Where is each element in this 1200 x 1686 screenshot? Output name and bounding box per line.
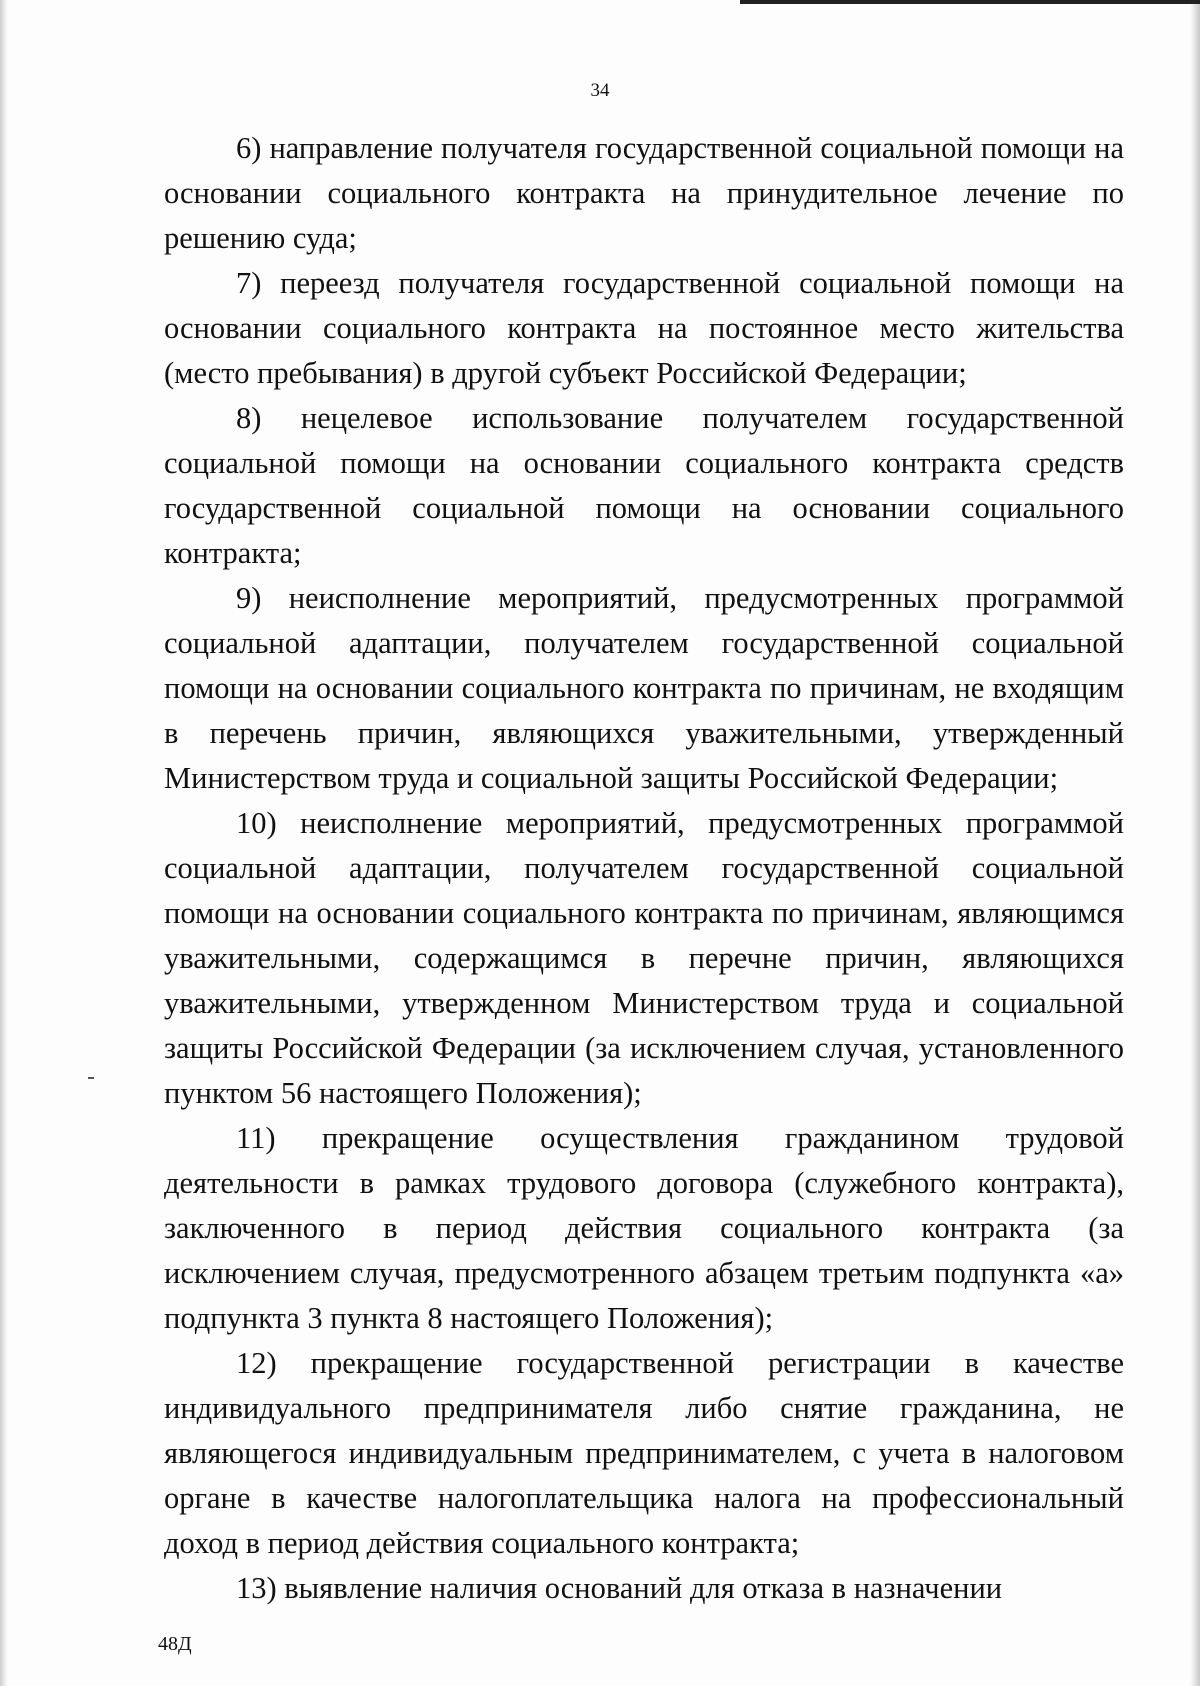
list-item-9: 9) неисполнение мероприятий, предусмотренных программой социальной адаптации, получателем государственной социальной помощи на основании социального контракта по причинам, не входящим в перечень причин, являющихся уважительными, утвержденный Министерством труда и социальной защиты Российской Федерации; <box>164 581 1124 795</box>
list-item-7: 7) переезд получателя государственной социальной помощи на основании социального контракта на постоянное место жительства (место пребывания) в другой субъект Российской Федерации; <box>164 266 1124 390</box>
list-item-6: 6) направление получателя государственной социальной помощи на основании социального контракта на принудительное лечение по решению суда; <box>164 131 1124 255</box>
list-item-8: 8) нецелевое использование получателем государственной социальной помощи на основании социального контракта средств государственной социальной помощи на основании социального контракта; <box>164 401 1124 570</box>
document-body <box>164 126 1124 1611</box>
page-number: 34 <box>590 80 610 101</box>
list-item-11: 11) прекращение осуществления гражданином трудовой деятельности в рамках трудового договора (служебного контракта), заключенного в период действия социального контракта (за исключением случая, предусмотренного абзацем третьим подпункта «а» подпункта 3 пункта 8 настоящего Положения); <box>164 1121 1124 1335</box>
scan-left-edge <box>0 0 8 1686</box>
scan-speck <box>88 1077 94 1079</box>
list-item-13: 13) выявление наличия оснований для отказа в назначении <box>236 1571 1003 1605</box>
scan-top-border-line <box>740 0 1200 4</box>
list-item-12: 12) прекращение государственной регистрации в качестве индивидуального предпринимателя либо снятие гражданина, не являющегося индивидуальным предпринимателем, с учета в налоговом органе в качестве налогоплательщика налога на профессиональный доход в период действия социального контракта; <box>164 1346 1124 1560</box>
footer-document-code: 48Д <box>158 1633 192 1655</box>
list-item-10: 10) неисполнение мероприятий, предусмотренных программой социальной адаптации, получателем государственной социальной помощи на основании социального контракта по причинам, являющимся уважительными, содержащимся в перечне причин, являющихся уважительными, утвержденном Министерством труда и социальной защиты Российской Федерации (за исключением случая, установленного пунктом 56 настоящего Положения); <box>164 806 1124 1110</box>
scan-right-edge <box>1190 0 1200 1686</box>
